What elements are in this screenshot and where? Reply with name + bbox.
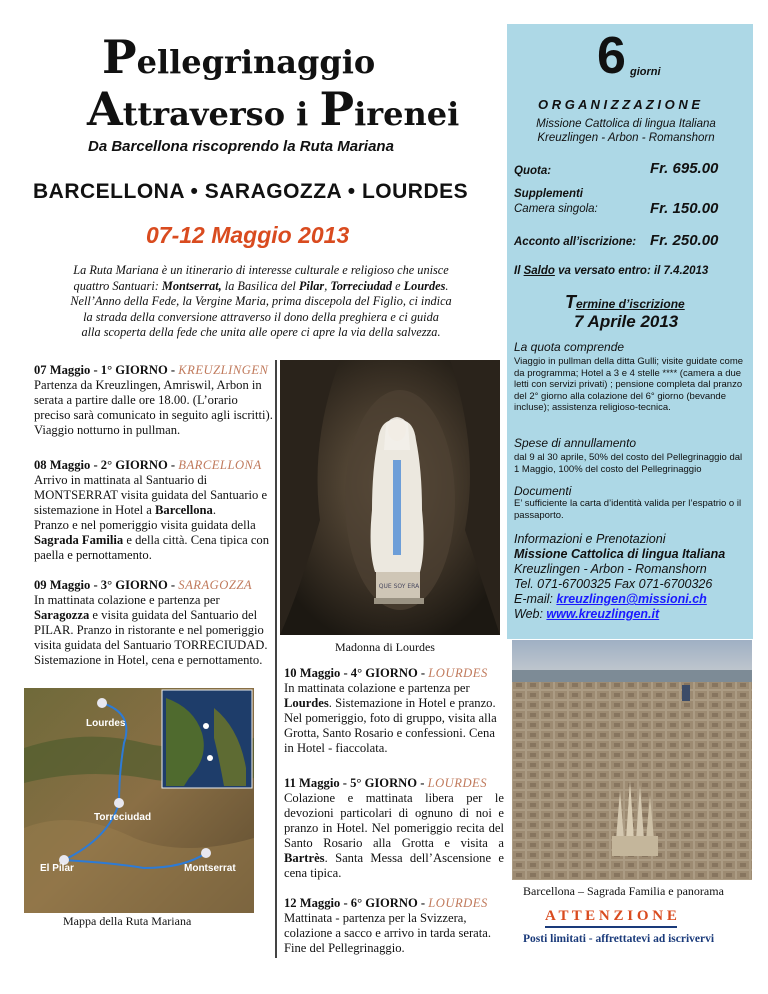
title-initial: P (319, 82, 355, 136)
single-room-label: Camera singola: (514, 203, 598, 215)
cancel-text: dal 9 al 30 aprile, 50% del costo del Pellegrinaggio dal 1 Maggio, 100% del costo del Pellegrinaggio (514, 452, 743, 475)
map-label: Torreciudad (94, 812, 152, 823)
attention-note: Posti limitati - affrettatevi ad iscrivervi (523, 933, 715, 945)
documents-heading: Documenti (514, 484, 572, 498)
quota-value: Fr. 695.00 (650, 160, 719, 177)
title-text: ttraverso i (122, 95, 320, 133)
day-place: LOURDES (427, 776, 488, 790)
included-text: Viaggio in pullman della ditta Gulli; visite guidate come da programma; Hotel a 3 e 4 stelle **** (camera a due letti con servizi privati) ; pensione completa dal pranzo del 2° giorno alla colazione del 6° giorno (bevande incluse); assistenza religioso-tecnica. (514, 356, 744, 413)
deadline-heading: Termine d’iscrizione (565, 292, 685, 312)
day-body: Mattinata - partenza per la Svizzera, colazione a sacco e arrivo in tarda serata. Fine del Pellegrinaggio. (284, 911, 491, 955)
title-initial: A (87, 82, 123, 136)
map-label: El Pilar (40, 863, 74, 874)
documents-text: E’ sufficiente la carta d’identità valida per l’espatrio o il passaporto. (514, 498, 742, 521)
deposit-label: Acconto all’iscrizione: (514, 236, 637, 248)
day-3: 09 Maggio - 3° GIORNO - SARAGOZZA In mattinata colazione e partenza per Saragozza e visita guidata del Santuario del PILAR. Pranzo in ristorante e nel pomeriggio visita guidata del Santuario TORRECIUDAD. Sistemazione in Hotel, cena e pernottamento. (34, 578, 268, 667)
phone-fax: Tel. 071-6700325 Fax 071-6700326 (514, 577, 713, 591)
barcelona-photo (512, 640, 752, 880)
day-place: LOURDES (428, 896, 488, 910)
cities-heading: BARCELLONA • SARAGOZZA • LOURDES (33, 180, 469, 203)
contact-heading: Informazioni e Prenotazioni (514, 532, 666, 546)
day-1 (34, 363, 274, 438)
deposit-value: Fr. 250.00 (650, 232, 719, 249)
title-line-1 (102, 30, 375, 84)
map-label: Lourdes (86, 718, 126, 729)
day-4: 10 Maggio - 4° GIORNO - LOURDES In mattinata colazione e partenza per Lourdes. Sistemazione in Hotel e pranzo. Nel pomeriggio, foto di gruppo, visita alla Grotta, Santo Rosario e confessioni. Cena in Hotel - fiaccolata. (284, 666, 497, 755)
balance-note: Il Saldo va versato entro: il 7.4.2013 (514, 265, 709, 277)
map-label: Montserrat (184, 863, 236, 874)
supplements-label: Supplementi (514, 188, 584, 200)
barcelona-caption: Barcellona – Sagrada Familia e panorama (523, 884, 724, 898)
org-heading: O R G A N I Z Z A Z I O N E (538, 97, 701, 112)
intro-paragraph (36, 263, 486, 341)
deadline-date: 7 Aprile 2013 (574, 312, 679, 331)
intro-line: La Ruta Mariana è un itinerario di interesse culturale e religioso che unisce (73, 263, 449, 277)
intro-line: Nell’Anno della Fede, la Vergine Maria, prima discepola del Figlio, ci indica (70, 294, 452, 308)
intro-line: la strada della conversione attraverso il dono della preghiera e ci guida (83, 309, 439, 324)
day-heading: 11 Maggio - 5° GIORNO - (284, 776, 428, 790)
svg-text:QUE SOY ERA: QUE SOY ERA (378, 583, 420, 590)
day-heading: 12 Maggio - 6° GIORNO - (284, 896, 429, 910)
day-heading: 10 Maggio - 4° GIORNO - (284, 666, 429, 680)
day-body: Partenza da Kreuzlingen, Amriswil, Arbon in serata a partire dalle ore 18.00. (L’orario preciso sarà comunicato in seguito agli iscritti). Viaggio notturno in pullman. (34, 378, 273, 437)
day-5: 11 Maggio - 5° GIORNO - LOURDES Colazione e mattinata libera per le devozioni particolari di ognuno di noi e pranzo in Hotel. Nel pomeriggio recita del Santo Rosario alla Grotta e visita a Bartrès. Santa Messa dell’Ascensione e cena tipica. (284, 776, 504, 880)
day-place: BARCELLONA (178, 458, 262, 472)
day-2: 08 Maggio - 2° GIORNO - BARCELLONA Arrivo in mattinata al Santuario di MONTSERRAT visita guidata del Santuario e sistemazione in Hotel a Barcellona. Pranzo e nel pomeriggio visita guidata della Sagrada Familia e della città. Cena tipica con paella e pernottamento. (34, 458, 270, 562)
website-link[interactable]: www.kreuzlingen.it (546, 607, 660, 621)
day-place: SARAGOZZA (178, 578, 253, 592)
day-heading: 09 Maggio - 3° GIORNO - (34, 578, 179, 592)
contact-info: Informazioni e Prenotazioni Missione Cattolica di lingua Italiana Kreuzlingen - Arbon - Romanshorn Tel. 071-6700325 Fax 071-6700326 E-mail: kreuzlingen@missioni.ch Web: www.kreuzlingen.it (514, 532, 750, 622)
included-heading: La quota comprende (514, 340, 625, 354)
subtitle: Da Barcellona riscoprendo la Ruta Mariana (88, 138, 394, 155)
quota-label: Quota: (514, 165, 552, 177)
days-count: 6 (597, 27, 626, 85)
route-map (24, 688, 254, 913)
title-text: irenei (354, 95, 460, 133)
title-initial: P (102, 30, 137, 84)
intro-line: quattro Santuari: Montserrat, la Basilica del Pilar, Torreciudad e Lourdes. (73, 278, 449, 293)
map-caption: Mappa della Ruta Mariana (63, 914, 192, 928)
madonna-caption: Madonna di Lourdes (335, 640, 435, 654)
column-divider (275, 360, 277, 958)
days-word: giorni (630, 66, 661, 78)
madonna-photo (280, 360, 500, 635)
org-name: Missione Cattolica di lingua Italiana Kreuzlingen - Arbon - Romanshorn (536, 118, 716, 144)
email-link[interactable]: kreuzlingen@missioni.ch (556, 592, 707, 606)
single-room-value: Fr. 150.00 (650, 200, 719, 217)
day-place: KREUZLINGEN (178, 363, 269, 377)
title-line-2 (87, 82, 459, 136)
title-text: ellegrinaggio (136, 43, 376, 81)
day-6 (284, 896, 504, 956)
intro-line: alla scoperta della fede che unita alle opere ci apre la via della salvezza. (81, 325, 441, 339)
dates-heading: 07-12 Maggio 2013 (146, 222, 350, 248)
attention-heading: A T T E N Z I O N E (545, 908, 677, 928)
day-heading: 08 Maggio - 2° GIORNO - (34, 458, 179, 472)
day-place: LOURDES (428, 666, 488, 680)
cancel-heading: Spese di annullamento (514, 436, 637, 450)
day-heading: 07 Maggio - 1° GIORNO - (34, 363, 179, 377)
